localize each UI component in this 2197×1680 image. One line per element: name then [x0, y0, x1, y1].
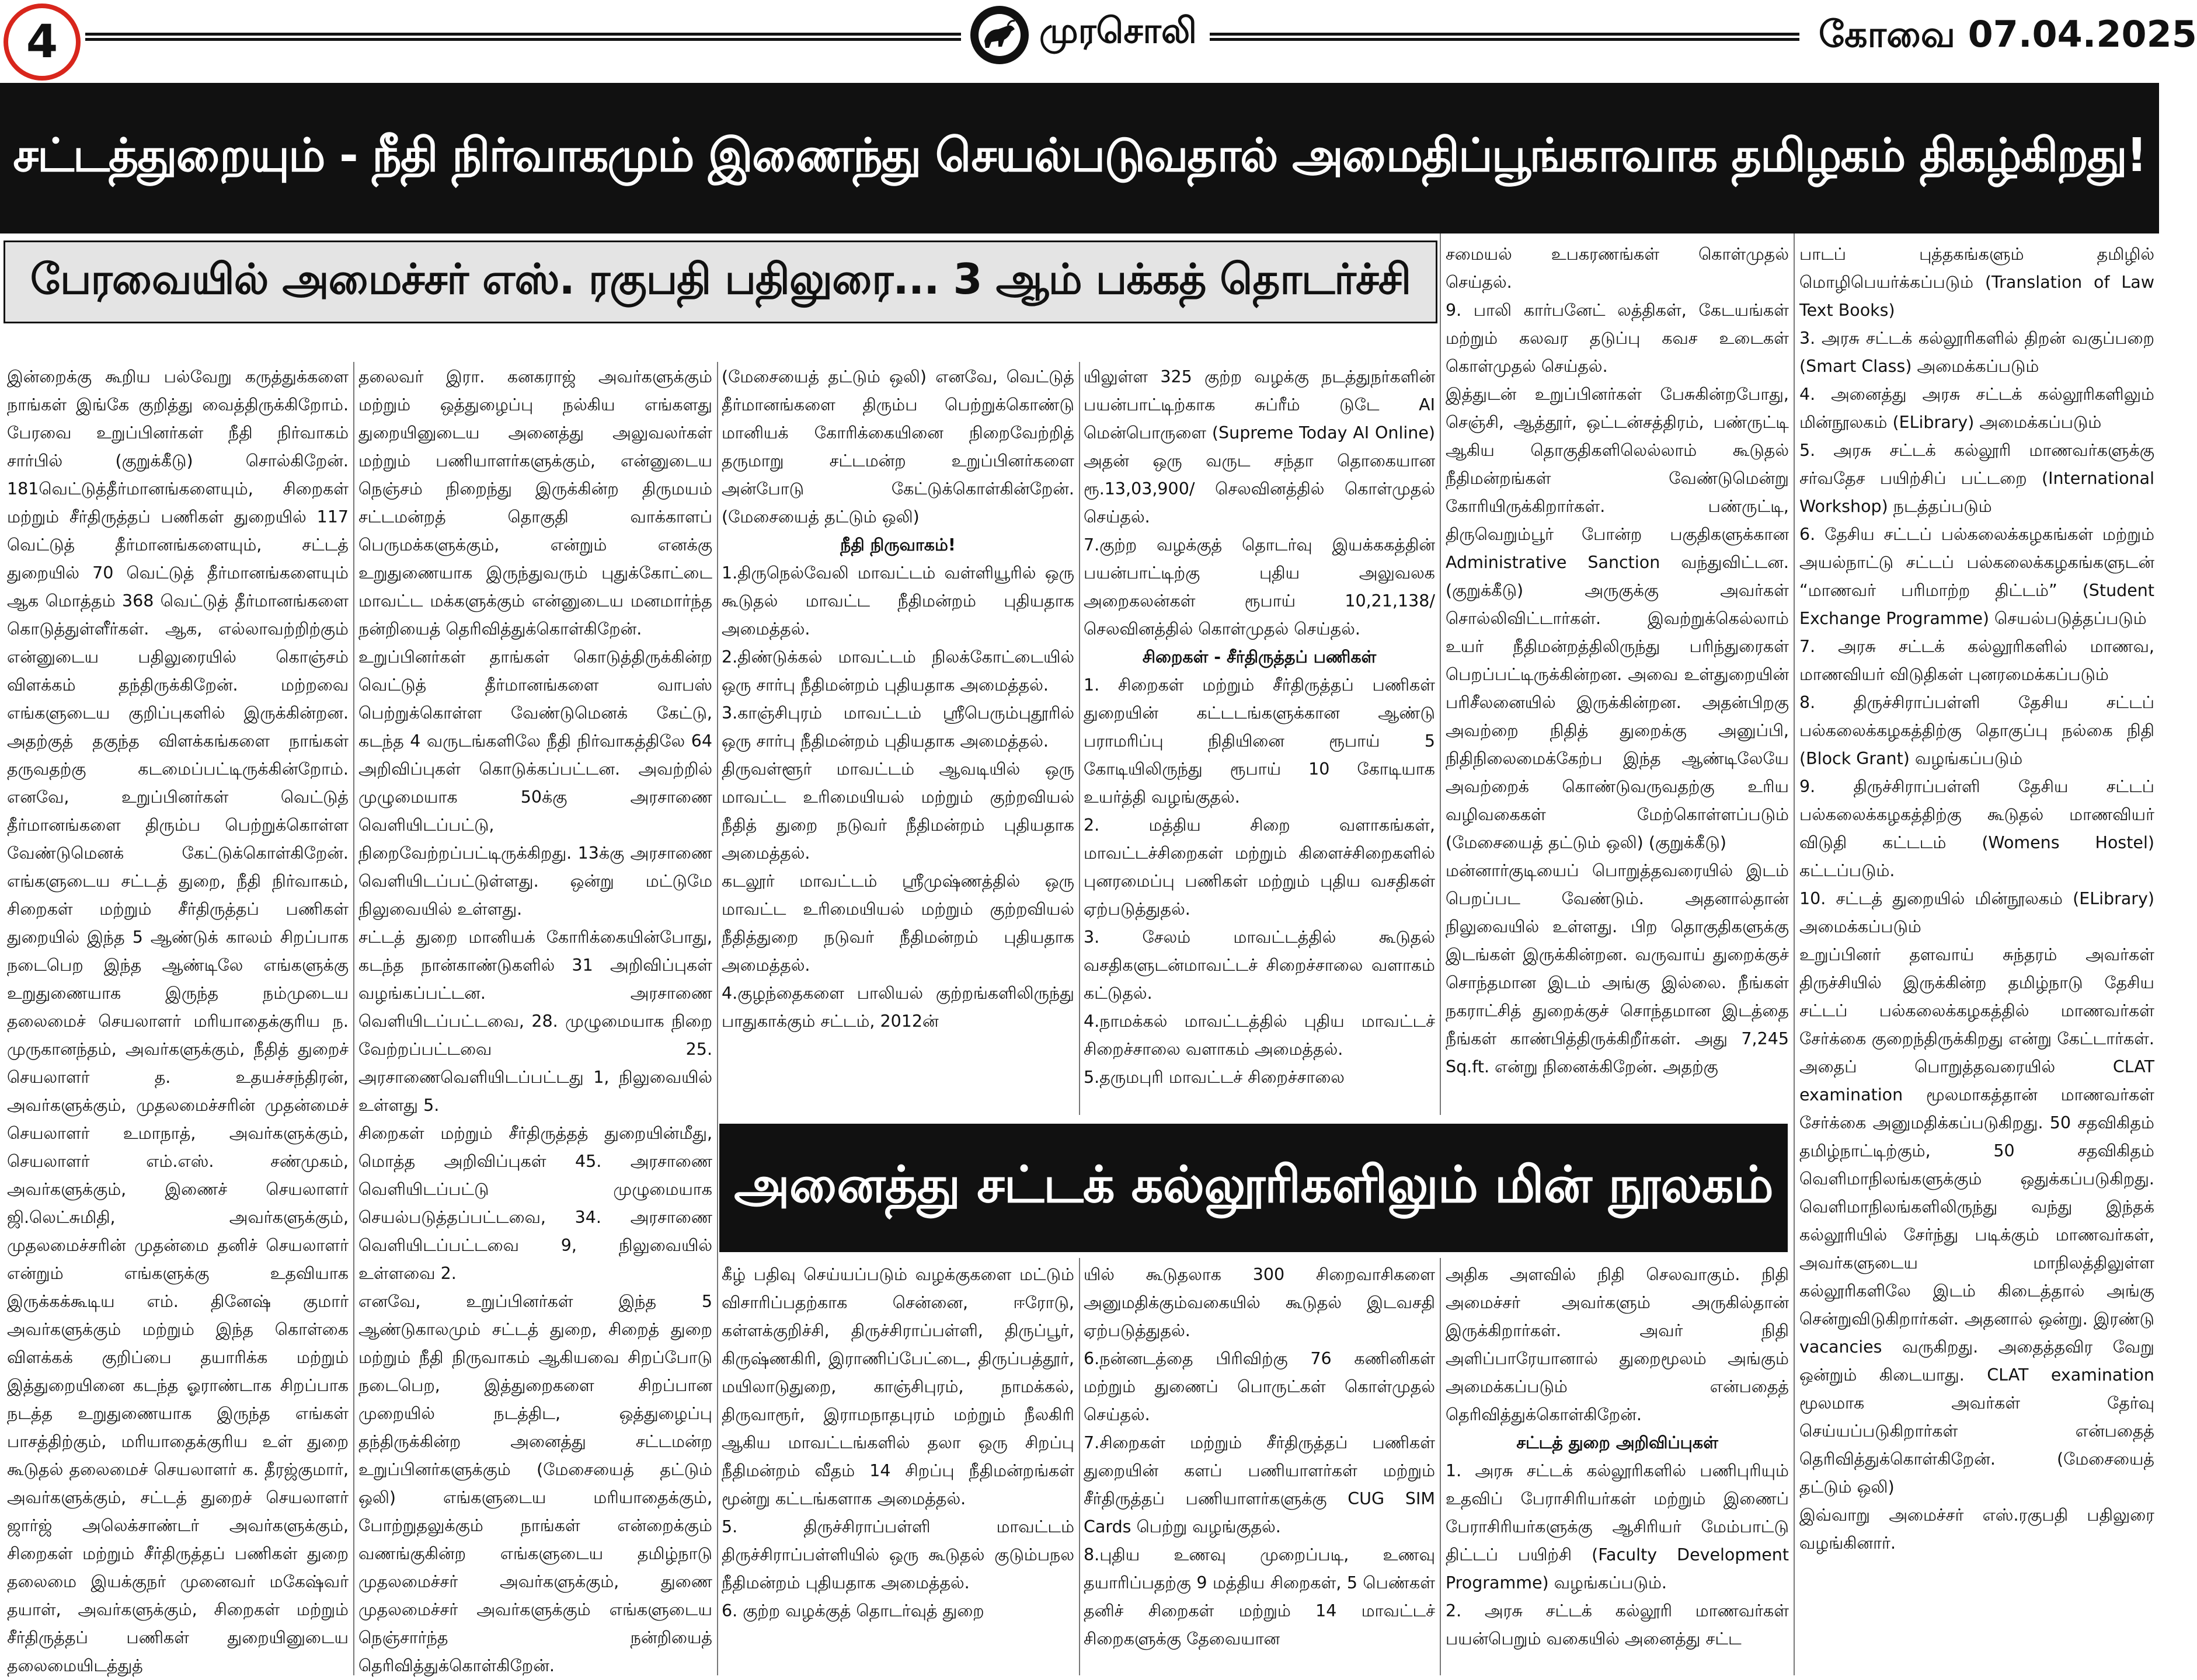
paragraph: சிறைகள் மற்றும் சீர்திருத்தத் துறையின்மீது, மொத்த அறிவிப்புகள் 45. அரசாணை வெளியிடப்பட்டு முழுமையாக செயல்படுத்தப்பட்டவை, 34. அரசாணை வெளியிடப்பட்டவை 9, நிலுவையில் உள்ளவை 2.	[358, 1124, 712, 1283]
paragraph: (மேசையைத் தட்டும் ஒலி) எனவே, வெட்டுத் தீர்மானங்களை திரும்ப பெற்றுக்கொண்டு மானியக் கோரிக்கையினை நிறைவேற்றித் தருமாறு சட்டமன்ற உறுப்பினர்களை அன்போடு கேட்டுக்கொள்கின்றேன். (மேசையைத் தட்டும் ஒலி)	[722, 367, 1074, 527]
page-number: 4	[26, 16, 58, 68]
paragraph: 1.திருநெல்வேலி மாவட்டம் வள்ளியூரில் ஒரு கூடுதல் மாவட்ட நீதிமன்றம் புதியதாக அமைத்தல்.	[722, 563, 1074, 639]
section-heading: சிறைகள் - சீர்திருத்தப் பணிகள்	[1142, 647, 1377, 667]
banner-headline-text: சட்டத்துறையும் - நீதி நிர்வாகமும் இணைந்து செயல்படுவதால் அமைதிப்பூங்காவாக தமிழகம் திகழ்கிறது!	[13, 128, 2146, 182]
paragraph: 8.புதிய உணவு முறைப்படி, உணவு தயாரிப்பதற்கு 9 மத்திய சிறைகள், 5 பெண்கள் தனிச் சிறைகள் மற்றும் 14 மாவட்டச் சிறைகளுக்கு தேவையான	[1084, 1545, 1435, 1648]
paragraph: 9. பாலி கார்பனேட் லத்திகள், கேடயங்கள் மற்றும் கலவர தடுப்பு கவச உடைகள் கொள்முதல் செய்தல்.	[1446, 301, 1789, 376]
column-divider	[1440, 1258, 1441, 1675]
paragraph: 10. சட்டத் துறையில் மின்நூலகம் (ELibrary) அமைக்கப்படும்	[1799, 889, 2154, 936]
paragraph: 5.தருமபுரி மாவட்டச் சிறைச்சாலை	[1084, 1068, 1345, 1087]
paragraph: அதிக அளவில் நிதி செலவாகும். நிதி அமைச்சர் அவர்களும் அருகில்தான் இருக்கிறார்கள். அவர் நிதி அளிப்பாரேயானால் துறைமூலம் அங்கும் அமைக்கப்படும் என்பதைத் தெரிவித்துக்கொள்கிறேன்.	[1446, 1265, 1789, 1424]
paragraph: 3. அரசு சட்டக் கல்லூரிகளில் திறன் வகுப்பறை (Smart Class) அமைக்கப்படும்	[1799, 329, 2154, 376]
paragraph: 3. சேலம் மாவட்டத்தில் கூடுதல் வசதிகளுடன்மாவட்டச் சிறைச்சாலை வளாகம் கட்டுதல்.	[1084, 928, 1435, 1003]
paragraph: பாடப் புத்தகங்களும் தமிழில் மொழிபெயர்க்கப்படும் (Translation of Law Text Books)	[1799, 245, 2154, 320]
edition-date: கோவை 07.04.2025	[1819, 13, 2197, 55]
paragraph: 5. அரசு சட்டக் கல்லூரி மாணவர்களுக்கு சர்வதேச பயிற்சிப் பட்டறை (International Workshop) நடத்தப்படும்	[1799, 441, 2154, 516]
article-column-6	[1799, 241, 2154, 1676]
column-divider	[1440, 233, 1441, 1115]
paragraph: 6. குற்ற வழக்குத் தொடர்வுத் துறை	[722, 1601, 984, 1620]
box-headline-text: அனைத்து சட்டக் கல்லூரிகளிலும் மின் நூலகம்	[734, 1155, 1773, 1214]
paragraph: தலைவர் இரா. கனகராஜ் அவர்களுக்கும் மற்றும் ஒத்துழைப்பு நல்கிய எங்களது துறையினுடைய அனைத்து அலுவலர்கள் மற்றும் பணியாளர்களுக்கும், என்னுடைய நெஞ்சம் நிறைந்து இருக்கின்ற திருமயம் சட்டமன்றத் தொகுதி வாக்காளப் பெருமக்களுக்கும், என்றும் எனக்கு உறுதுணையாக இருந்துவரும் புதுக்கோட்டை மாவட்ட மக்களுக்கும் என்னுடைய மனமார்ந்த நன்றியைத் தெரிவித்துக்கொள்கிறேன்.	[358, 367, 712, 639]
column-divider	[353, 362, 354, 1675]
paragraph: 8. திருச்சிராப்பள்ளி தேசிய சட்டப் பல்கலைக்கழகத்திற்கு தொகுப்பு நல்கை நிதி (Block Grant) வழங்கப்படும்	[1799, 693, 2154, 768]
paragraph: 1. அரசு சட்டக் கல்லூரிகளில் பணிபுரியும் உதவிப் பேராசிரியர்கள் மற்றும் இணைப் பேராசிரியர்களுக்கு ஆசிரியர் மேம்பாட்டு திட்டப் பயிற்சி (Faculty Development Programme) வழங்கப்படும்.	[1446, 1461, 1789, 1592]
paragraph: உறுப்பினர் தளவாய் சுந்தரம் அவர்கள் திருச்சியில் இருக்கின்ற தமிழ்நாடு தேசிய சட்டப் பல்கலைக்கழகத்தில் மாணவர்கள் சேர்க்கை குறைந்திருக்கிறது என்று கேட்டார்கள். அதைப் பொறுத்தவரையில் CLAT examination மூலமாகத்தான் மாணவர்கள் சேர்க்கை அனுமதிக்கப்படுகிறது. 50 சதவிகிதம் தமிழ்நாட்டிற்கும், 50 சதவிகிதம் வெளிமாநிலங்களுக்கும் ஒதுக்கப்படுகிறது. வெளிமாநிலங்களிலிருந்து வந்து இந்தக் கல்லூரியில் சேர்ந்து படிக்கும் மாணவர்கள், அவர்களுடைய மாநிலத்திலுள்ள கல்லூரிகளிலே இடம் கிடைத்தால் அங்கு சென்றுவிடுகிறார்கள். அதனால் ஒன்று. இரண்டு vacancies வருகிறது. அதைத்தவிர வேறு ஒன்றும் கிடையாது. CLAT examination மூலமாக அவர்கள் தேர்வு செய்யப்படுகிறார்கள் என்பதைத் தெரிவித்துக்கொள்கிறேன். (மேசையைத் தட்டும் ஒலி)	[1799, 945, 2154, 1497]
paper-logo-icon	[970, 6, 1029, 64]
paragraph: 1. சிறைகள் மற்றும் சீர்திருத்தப் பணிகள் துறையின் கட்டடங்களுக்கான ஆண்டு பராமரிப்பு நிதியினை ரூபாய் 5 கோடியிலிருந்து ரூபாய் 10 கோடியாக உயர்த்தி வழங்குதல்.	[1084, 675, 1435, 807]
column-divider	[717, 362, 718, 1675]
article-column-2	[358, 363, 712, 1676]
paragraph: 4. அனைத்து அரசு சட்டக் கல்லூரிகளிலும் மின்நூலகம் (ELibrary) அமைக்கப்படும்	[1799, 385, 2154, 432]
paper-name: முரசொலி	[1039, 11, 1197, 51]
article-column-4-lower	[1084, 1261, 1435, 1676]
article-column-1	[7, 363, 349, 1676]
column-divider	[1079, 362, 1080, 1115]
paragraph: 6.நன்னடத்தை பிரிவிற்கு 76 கணினிகள் மற்றும் துணைப் பொருட்கள் கொள்முதல் செய்தல்.	[1084, 1349, 1435, 1424]
paragraph: 2. மத்திய சிறை வளாகங்கள், மாவட்டச்சிறைகள் மற்றும் கிளைச்சிறைகளில் புனரமைப்பு பணிகள் மற்றும் புதிய வசதிகள் ஏற்படுத்துதல்.	[1084, 815, 1435, 919]
paragraph: யில் கூடுதலாக 300 சிறைவாசிகளை அனுமதிக்கும்வகையில் கூடுதல் இடவசதி ஏற்படுத்துதல்.	[1084, 1265, 1435, 1340]
paragraph: கடலூர் மாவட்டம் ஸ்ரீமுஷ்ணத்தில் ஒரு மாவட்ட உரிமையியல் மற்றும் குற்றவியல் நீதித்துறை நடுவர் நீதிமன்றம் புதியதாக அமைத்தல்.	[722, 872, 1074, 975]
sub-headline-text: பேரவையில் அமைச்சர் எஸ். ரகுபதி பதிலுரை... 3 ஆம் பக்கத் தொடர்ச்சி	[30, 255, 1411, 304]
paragraph: 9. திருச்சிராப்பள்ளி தேசிய சட்டப் பல்கலைக்கழகத்திற்கு கூடுதல் மாணவியர் விடுதி கட்டடம் (Womens Hostel) கட்டப்படும்.	[1799, 777, 2154, 880]
paragraph: இத்துடன் உறுப்பினர்கள் பேசுகின்றபோது, செஞ்சி, ஆத்தூர், ஒட்டன்சத்திரம், பண்ருட்டி ஆகிய தொகுதிகளிலெல்லாம் கூடுதல் நீதிமன்றங்கள் வேண்டுமென்று கோரியிருக்கிறார்கள். பண்ருட்டி, திருவெறும்பூர் போன்ற பகுதிகளுக்கான Administrative Sanction வந்துவிட்டன. (குறுக்கீடு) அருகுக்கு அவர்கள் சொல்லிவிட்டார்கள். இவற்றுக்கெல்லாம் உயர் நீதிமன்றத்திலிருந்து பரிந்துரைகள் பெறப்பட்டிருக்கின்றன. அவை உள்துறையின் பரிசீலனையில் இருக்கின்றன. அதன்பிறகு அவற்றை நிதித் துறைக்கு அனுப்பி, நிதிநிலைமைக்கேற்ப இந்த ஆண்டிலேயே அவற்றைக் கொண்டுவருவதற்கு உரிய வழிவகைகள் மேற்கொள்ளப்படும் (மேசையைத் தட்டும் ஒலி) (குறுக்கீடு)	[1446, 385, 1789, 852]
article-column-5-lower	[1446, 1261, 1789, 1676]
paragraph: 6. தேசிய சட்டப் பல்கலைக்கழகங்கள் மற்றும் அயல்நாட்டு சட்டப் பல்கலைக்கழகங்களுடன் “மாணவர் பரிமாற்ற திட்டம்” (Student Exchange Programme) செயல்படுத்தப்படும்	[1799, 525, 2154, 628]
section-heading: நீதி நிருவாகம்!	[840, 535, 956, 555]
box-headline	[719, 1124, 1788, 1252]
paragraph: 2. அரசு சட்டக் கல்லூரி மாணவர்கள் பயன்பெறும் வகையில் அனைத்து சட்ட	[1446, 1601, 1789, 1648]
banner-headline	[0, 83, 2159, 233]
paragraph: 2.திண்டுக்கல் மாவட்டம் நிலக்கோட்டையில் ஒரு சார்பு நீதிமன்றம் புதியதாக அமைத்தல்.	[722, 647, 1074, 695]
paragraph: சமையல் உபகரணங்கள் கொள்முதல் செய்தல்.	[1446, 245, 1789, 292]
paragraph: 4.நாமக்கல் மாவட்டத்தில் புதிய மாவட்டச் சிறைச்சாலை வளாகம் அமைத்தல்.	[1084, 1012, 1435, 1059]
paragraph: திருவள்ளூர் மாவட்டம் ஆவடியில் ஒரு மாவட்ட உரிமையியல் மற்றும் குற்றவியல் நீதித் துறை நடுவர் நீதிமன்றம் புதியதாக அமைத்தல்.	[722, 759, 1074, 863]
paragraph: 7.சிறைகள் மற்றும் சீர்திருத்தப் பணிகள் துறையின் களப் பணியாளர்கள் மற்றும் சீர்திருத்தப் பணியாளர்களுக்கு CUG SIM Cards பெற்று வழங்குதல்.	[1084, 1433, 1435, 1536]
paragraph: 3.காஞ்சிபுரம் மாவட்டம் ஸ்ரீபெரும்புதூரில் ஒரு சார்பு நீதிமன்றம் புதியதாக அமைத்தல்.	[722, 703, 1074, 751]
paragraph: இன்றைக்கு கூறிய பல்வேறு கருத்துக்களை நாங்கள் இங்கே குறித்து வைத்திருக்கிறோம். பேரவை உறுப்பினர்கள் நீதி நிர்வாகம் சார்பில் (குறுக்கீடு) சொல்கிறேன். 181வெட்டுத்தீர்மானங்களையும், சிறைகள் மற்றும் சீர்திருத்தப் பணிகள் துறையில் 117 வெட்டுத் தீர்மானங்களையும், சட்டத் துறையில் 70 வெட்டுத் தீர்மானங்களையும் ஆக மொத்தம் 368 வெட்டுத் தீர்மானங்களை கொடுத்துள்ளீர்கள். ஆக, எல்லாவற்றிற்கும் என்னுடைய பதிலுரையில் கொஞ்சம் விளக்கம் தந்திருக்கிறேன். மற்றவை எங்களுடைய குறிப்புகளில் இருக்கின்றன. அதற்குத் தகுந்த விளக்கங்களை நாங்கள் தருவதற்கு கடமைப்பட்டிருக்கின்றோம். எனவே, உறுப்பினர்கள் வெட்டுத் தீர்மானங்களை திரும்ப பெற்றுக்கொள்ள வேண்டுமெனக் கேட்டுக்கொள்கிறேன். எங்களுடைய சட்டத் துறை, நீதி நிர்வாகம், சிறைகள் மற்றும் சீர்திருத்தப் பணிகள் துறையில் இந்த 5 ஆண்டுக் காலம் சிறப்பாக நடைபெற இந்த ஆண்டிலே எங்களுக்கு உறுதுணையாக இருந்த நம்முடைய தலைமைச் செயலாளர் மரியாதைக்குரிய ந. முருகானந்தம், அவர்களுக்கும், நீதித் துறைச் செயலாளர் த. உதயச்சந்திரன், அவர்களுக்கும், முதலமைச்சரின் முதன்மைச் செயலாளர் உமாநாத், அவர்களுக்கும், செயலாளர் எம்.எஸ். சண்முகம், அவர்களுக்கும், இணைச் செயலாளர் ஜி.லெட்சுமிதி, அவர்களுக்கும், முதலமைச்சரின் முதன்மை தனிச் செயலாளர் என்றும் எங்களுக்கு உதவியாக இருக்கக்கூடிய எம். தினேஷ் குமார் அவர்களுக்கும் மற்றும் இந்த கொள்கை விளக்கக் குறிப்பை தயாரிக்க மற்றும் இத்துறையினை கடந்த ஓராண்டாக சிறப்பாக நடத்த உறுதுணையாக இருந்த எங்கள் பாசத்திற்கும், மரியாதைக்குரிய உள் துறை கூடுதல் தலைமைச் செயலாளர் க. தீரஜ்குமார், அவர்களுக்கும், சட்டத் துறைச் செயலாளர் ஜார்ஜ் அலெக்சாண்டர் அவர்களுக்கும், சிறைகள் மற்றும் சீர்திருத்தப் பணிகள் துறை தலைமை இயக்குநர் முனைவர் மகேஷ்வர் தயாள், அவர்களுக்கும், சிறைகள் மற்றும் சீர்திருத்தப் பணிகள் துறையினுடைய தலைமையிடத்துத்	[7, 367, 349, 1675]
paragraph: 4.குழந்தைகளை பாலியல் குற்றங்களிலிருந்து பாதுகாக்கும் சட்டம், 2012ன்	[722, 984, 1074, 1031]
article-column-4	[1084, 363, 1435, 1116]
paragraph: சட்டத் துறை மானியக் கோரிக்கையின்போது, கடந்த நான்காண்டுகளில் 31 அறிவிப்புகள் வழங்கப்பட்டன. அரசாணை வெளியிடப்பட்டவை, 28. முழுமையாக நிறை வேற்றப்பட்டவை 25. அரசாணைவெளியிடப்பட்டது 1, நிலுவையில் உள்ளது 5.	[358, 928, 712, 1115]
paragraph: 7.குற்ற வழக்குத் தொடர்வு இயக்ககத்தின் பயன்பாட்டிற்கு புதிய அலுவலக அறைகலன்கள் ரூபாய் 10,21,138/செலவினத்தில் கொள்முதல் செய்தல்.	[1084, 535, 1435, 639]
masthead-rule-left	[85, 33, 961, 41]
section-heading: சட்டத் துறை அறிவிப்புகள்	[1516, 1433, 1718, 1452]
masthead-rule-right	[1210, 33, 1799, 41]
column-divider	[1794, 233, 1795, 1675]
paragraph: கீழ் பதிவு செய்யப்படும் வழக்குகளை மட்டும் விசாரிப்பதற்காக சென்னை, ஈரோடு, கள்ளக்குறிச்சி, திருச்சிராப்பள்ளி, திருப்பூர், கிருஷ்ணகிரி, இராணிப்பேட்டை, திருப்பத்தூர், மயிலாடுதுறை, காஞ்சிபுரம், நாமக்கல், திருவாரூர், இராமநாதபுரம் மற்றும் நீலகிரி ஆகிய மாவட்டங்களில் தலா ஒரு சிறப்பு நீதிமன்றம் வீதம் 14 சிறப்பு நீதிமன்றங்கள் மூன்று கட்டங்களாக அமைத்தல்.	[722, 1265, 1074, 1508]
column-divider	[1079, 1258, 1080, 1675]
paragraph: இவ்வாறு அமைச்சர் எஸ்.ரகுபதி பதிலுரை வழங்கினார்.	[1799, 1505, 2154, 1553]
paragraph: உறுப்பினர்கள் தாங்கள் கொடுத்திருக்கின்ற வெட்டுத் தீர்மானங்களை வாபஸ் பெற்றுக்கொள்ள வேண்டுமெனக் கேட்டு, கடந்த 4 வருடங்களிலே நீதி நிர்வாகத்திலே 64 அறிவிப்புகள் கொடுக்கப்பட்டன. அவற்றில் முழுமையாக 50க்கு அரசாணை வெளியிடப்பட்டு, நிறைவேற்றப்பட்டிருக்கிறது. 13க்கு அரசாணை வெளியிடப்பட்டுள்ளது. ஒன்று மட்டுமே நிலுவையில் உள்ளது.	[358, 647, 712, 919]
article-column-3-lower	[722, 1261, 1074, 1676]
article-column-3	[722, 363, 1074, 1116]
bull-icon	[976, 12, 1023, 58]
paragraph: மன்னார்குடியைப் பொறுத்தவரையில் இடம் பெறப்பட வேண்டும். அதனால்தான் நிலுவையில் உள்ளது. பிற தொகுதிகளுக்கு இடங்கள் இருக்கின்றன. வருவாய் துறைக்குச் சொந்தமான இடம் அங்கு இல்லை. நீங்கள் நகராட்சித் துறைக்குச் சொந்தமான இடத்தை நீங்கள் காண்பித்திருக்கிறீர்கள். அது 7,245 Sq.ft. என்று நினைக்கிறேன். அதற்கு	[1446, 861, 1789, 1076]
paragraph: 7. அரசு சட்டக் கல்லூரிகளில் மாணவ, மாணவியர் விடுதிகள் புனரமைக்கப்படும்	[1799, 637, 2154, 684]
paragraph: 5. திருச்சிராப்பள்ளி மாவட்டம் திருச்சிராப்பள்ளியில் ஒரு கூடுதல் குடும்பநல நீதிமன்றம் புதியதாக அமைத்தல்.	[722, 1517, 1074, 1592]
paragraph: எனவே, உறுப்பினர்கள் இந்த 5 ஆண்டுகாலமும் சட்டத் துறை, சிறைத் துறை மற்றும் நீதி நிருவாகம் ஆகியவை சிறப்போடு நடைபெற, இத்துறைகளை சிறப்பான முறையில் நடத்திட, ஒத்துழைப்பு தந்திருக்கின்ற அனைத்து சட்டமன்ற உறுப்பினர்களுக்கும் (மேசையைத் தட்டும் ஒலி) எங்களுடைய மரியாதைக்கும், போற்றுதலுக்கும் நாங்கள் என்றைக்கும் வணங்குகின்ற எங்களுடைய தமிழ்நாடு முதலமைச்சர் அவர்களுக்கும், துணை முதலமைச்சர் அவர்களுக்கும் எங்களுடைய நெஞ்சார்ந்த நன்றியைத் தெரிவித்துக்கொள்கிறேன்.	[358, 1292, 712, 1675]
paragraph: யிலுள்ள 325 குற்ற வழக்கு நடத்துநர்களின் பயன்பாட்டிற்காக சுப்ரீம் டுடே AI மென்பொருளை (Supreme Today AI Online) அதன் ஒரு வருட சந்தா தொகையான ரூ.13,03,900/ செலவினத்தில் கொள்முதல் செய்தல்.	[1084, 367, 1435, 527]
page-number-badge	[4, 4, 81, 81]
article-column-5	[1446, 241, 1789, 1116]
sub-headline	[4, 241, 1437, 323]
